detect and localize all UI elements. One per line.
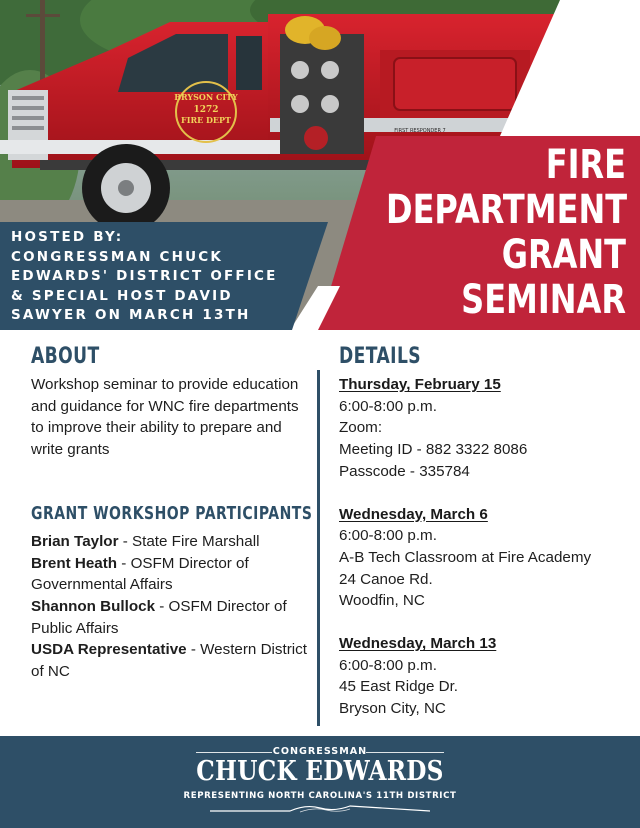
participant-role: - State Fire Marshall [118, 532, 260, 550]
participant-item [31, 639, 311, 682]
column-divider [317, 370, 320, 726]
event-date: Thursday, February 15 [339, 376, 501, 393]
event-street: 24 Canoe Rd. [339, 570, 433, 588]
participant-role: - OSFM Director of Governmental Affairs [31, 554, 249, 594]
event-time: 6:00-8:00 p.m. [339, 656, 437, 674]
event-passcode: Passcode - 335784 [339, 462, 470, 480]
event-street: 45 East Ridge Dr. [339, 678, 459, 696]
title-line-department: DEPARTMENT [386, 187, 628, 233]
congressman-logo [0, 736, 640, 828]
title-line-fire: FIRE [545, 142, 626, 188]
logo-congressman: CONGRESSMAN [272, 746, 368, 757]
about-text: Workshop seminar to provide education and guidance for WNC fire departments to improve their ability to prepare and write grants [31, 376, 299, 459]
truck-door-text-3: FIRE DEPT [181, 115, 231, 125]
event-city: Bryson City, NC [339, 700, 446, 718]
host-line-4: & SPECIAL HOST DAVID [11, 287, 233, 304]
participant-name: Brent Heath [31, 554, 118, 572]
event-date: Wednesday, March 13 [339, 635, 497, 653]
participant-name: Shannon Bullock [31, 597, 156, 615]
title-line-seminar: SEMINAR [461, 277, 626, 323]
event-mar-13 [339, 633, 629, 720]
logo-tagline: REPRESENTING NORTH CAROLINA'S 11TH DISTRICT [183, 791, 457, 801]
event-time: 6:00-8:00 p.m. [339, 527, 437, 545]
event-city: Woodfin, NC [339, 592, 425, 610]
participants-heading: GRANT WORKSHOP PARTICIPANTS [31, 503, 313, 524]
participant-item [31, 553, 311, 596]
event-mar-6 [339, 504, 629, 613]
event-venue: A-B Tech Classroom at Fire Academy [339, 548, 592, 566]
hero-banner [0, 0, 640, 330]
participant-name: USDA Representative [31, 641, 187, 659]
participant-list [31, 531, 311, 683]
participant-name: Brian Taylor [31, 532, 119, 550]
left-column [31, 344, 311, 683]
event-meeting-id: Meeting ID - 882 3322 8086 [339, 441, 528, 459]
mountain-swoosh-icon [210, 802, 430, 816]
details-heading: DETAILS [339, 344, 422, 369]
seminar-title [326, 143, 626, 323]
event-time: 6:00-8:00 p.m. [339, 397, 437, 415]
participant-item [31, 531, 311, 553]
participant-item [31, 596, 311, 639]
title-line-grant: GRANT [501, 232, 626, 278]
participant-role: - Western District of NC [31, 641, 307, 681]
footer-banner [0, 736, 640, 828]
truck-badge-text: FIRST RESPONDER 7 [394, 128, 446, 134]
logo-name: CHUCK EDWARDS [196, 756, 444, 787]
hosted-by-box [0, 222, 340, 330]
host-line-1: HOSTED BY: [11, 229, 124, 245]
host-line-5: SAWYER ON MARCH 13TH [11, 307, 251, 324]
truck-door-text-1: BRYSON CITY [174, 92, 238, 102]
about-heading: ABOUT [31, 344, 100, 369]
host-line-3: EDWARDS' DISTRICT OFFICE [11, 268, 278, 285]
host-line-2: CONGRESSMAN CHUCK [11, 248, 224, 265]
right-column [339, 344, 629, 741]
event-feb-15 [339, 374, 629, 483]
participant-role: - OSFM Director of Public Affairs [31, 597, 287, 637]
truck-door-text-2: 1272 [193, 105, 219, 115]
event-location: Zoom: [339, 419, 383, 437]
event-date: Wednesday, March 6 [339, 505, 488, 523]
